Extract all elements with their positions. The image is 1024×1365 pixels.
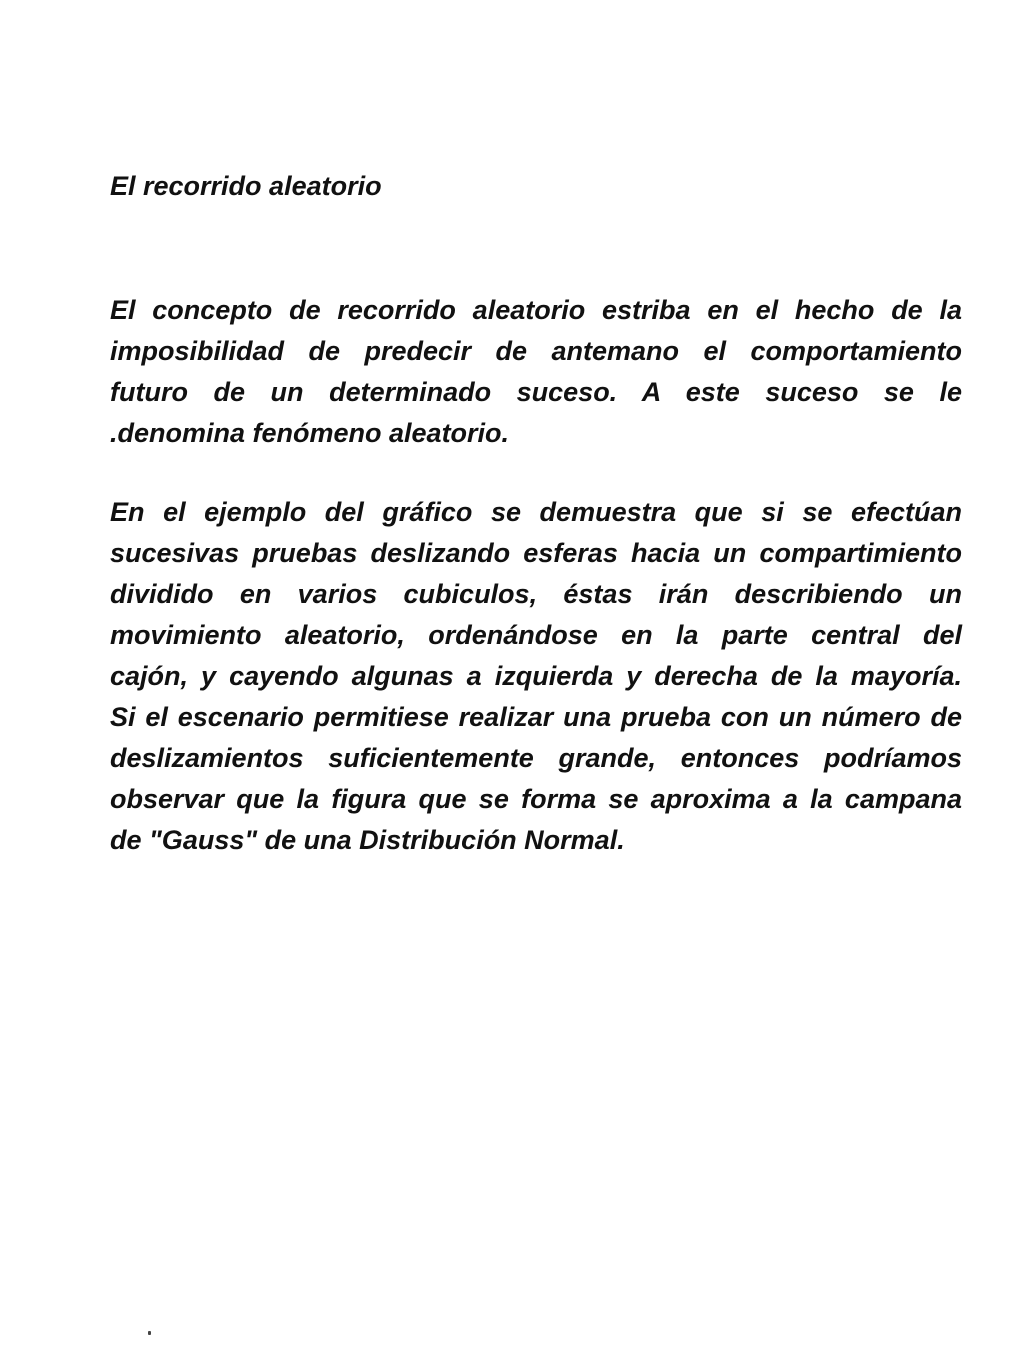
paragraph-line: futuro de un determinado suceso. A este suceso se le [110, 377, 962, 407]
paragraph-line: sucesivas pruebas deslizando esferas hacia un compartimiento [110, 538, 962, 568]
paragraph-line: imposibilidad de predecir de antemano el comportamiento [110, 336, 962, 366]
paragraph-line: .denomina fenómeno aleatorio. [110, 418, 510, 448]
paragraph-line: deslizamientos suficientemente grande, entonces podríamos [110, 743, 962, 773]
scan-speck [148, 1331, 151, 1335]
paragraph-intro [110, 290, 962, 454]
paragraph-line: El concepto de recorrido aleatorio estriba en el hecho de la [110, 295, 962, 325]
paragraph-line: Si el escenario permitiese realizar una prueba con un número de [110, 702, 962, 732]
document-title: El recorrido aleatorio [110, 171, 382, 201]
paragraph-example [110, 492, 962, 861]
paragraph-line: cajón, y cayendo algunas a izquierda y derecha de la mayoría. [110, 661, 962, 691]
paragraph-line: de "Gauss" de una Distribución Normal. [110, 825, 625, 855]
paragraph-line: movimiento aleatorio, ordenándose en la parte central del [110, 620, 962, 650]
paragraph-line: En el ejemplo del gráfico se demuestra que si se efectúan [110, 497, 962, 527]
paragraph-line: dividido en varios cubiculos, éstas irán describiendo un [110, 579, 962, 609]
paragraph-line: observar que la figura que se forma se aproxima a la campana [110, 784, 962, 814]
